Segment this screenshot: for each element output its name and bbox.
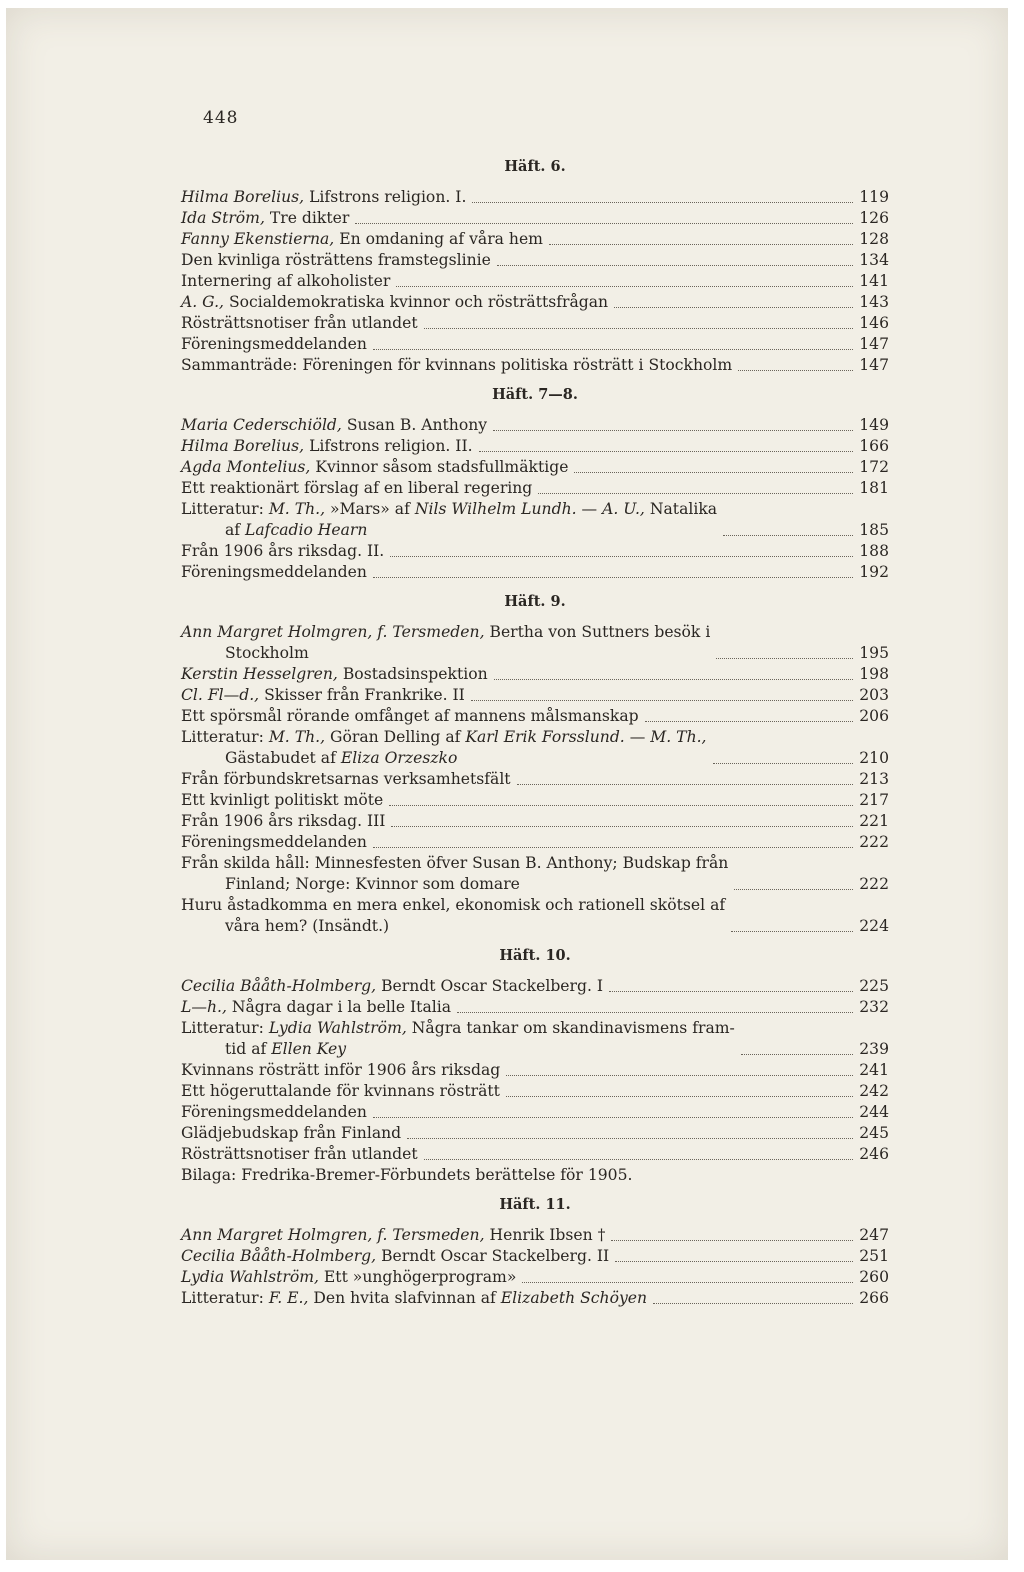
entry-title (181, 292, 608, 313)
dot-leader (731, 931, 853, 932)
entry-text: Internering af alkoholister (181, 272, 391, 290)
issue-heading: Häft. 6. (504, 158, 566, 175)
dot-leader (713, 763, 854, 764)
entry-text: Rösträttsnotiser från utlandet (181, 314, 418, 332)
entry-title (181, 997, 451, 1018)
entry-title (181, 313, 418, 334)
entry-text: Susan B. Anthony (341, 416, 488, 434)
toc-entry (181, 1060, 889, 1081)
entry-text: Litteratur: (181, 728, 269, 746)
entry-title (181, 790, 383, 811)
entry-title (181, 457, 568, 478)
author-name: Ann Margret Holmgren, f. Tersmeden, (181, 1226, 485, 1244)
entry-title (181, 1060, 500, 1081)
entry-title (181, 727, 707, 769)
author-name: Elizabeth Schöyen (500, 1289, 648, 1307)
entry-text: Ett högeruttalande för kvinnans rösträtt (181, 1082, 500, 1100)
entry-page-number: 225 (859, 977, 889, 995)
entry-title (181, 250, 491, 271)
toc-entry (181, 622, 889, 664)
entry-text: Socialdemokratiska kvinnor och rösträttsfrågan (224, 293, 609, 311)
toc-entry (181, 415, 889, 436)
entry-title (181, 769, 511, 790)
issue-section (181, 156, 889, 376)
toc-entry (181, 313, 889, 334)
toc-entry (181, 1144, 889, 1165)
entry-page-number: 206 (859, 707, 889, 725)
toc-entry (181, 811, 889, 832)
entry-title (181, 415, 487, 436)
author-name: Cl. Fl—d., (181, 686, 260, 704)
toc-entry (181, 1288, 889, 1309)
entry-text: Berndt Oscar Stackelberg. I (376, 977, 604, 995)
toc-entry (181, 355, 889, 376)
issue-heading: Häft. 11. (499, 1196, 571, 1213)
issue-section (181, 945, 889, 1186)
issue-heading: Häft. 7—8. (492, 386, 578, 403)
toc-entry (181, 727, 889, 769)
entry-title (181, 685, 465, 706)
entry-title (181, 229, 543, 250)
entry-text: Litteratur: (181, 1289, 269, 1307)
issue-heading: Häft. 10. (499, 947, 571, 964)
entry-text: Från skilda håll: Minnesfesten öfver Susan B. Anthony; Budskap från (181, 854, 729, 872)
entry-text: Göran Delling af (325, 728, 466, 746)
toc-entry (181, 478, 889, 499)
toc-entry (181, 457, 889, 478)
entry-continuation (181, 520, 717, 541)
entry-text: Bilaga: Fredrika-Bremer-Förbundets berättelse för 1905. (181, 1166, 633, 1184)
dot-leader (471, 700, 853, 701)
entry-text: Kvinnor såsom stadsfullmäktige (310, 458, 569, 476)
entry-page-number: 119 (859, 188, 889, 206)
entry-text: Henrik Ibsen † (484, 1226, 606, 1244)
entry-text: Kvinnans rösträtt inför 1906 års riksdag (181, 1061, 501, 1079)
dot-leader (517, 784, 854, 785)
author-name: Cecilia Bååth-Holmberg, (181, 1247, 377, 1265)
dot-leader (424, 1159, 854, 1160)
entry-text: Lifstrons religion. II. (304, 437, 473, 455)
dot-leader (373, 349, 853, 350)
entry-title (181, 436, 473, 457)
toc-entry (181, 832, 889, 853)
issue-heading: Häft. 9. (504, 593, 566, 610)
issue-section (181, 1194, 889, 1309)
dot-leader (611, 1240, 853, 1241)
entry-text: — (576, 500, 603, 518)
entry-title (181, 976, 603, 997)
toc-entry (181, 685, 889, 706)
entry-text: Lifstrons religion. I. (304, 188, 467, 206)
dot-leader (506, 1096, 853, 1097)
entry-title (181, 832, 367, 853)
author-name: Lafcadio Hearn (245, 521, 368, 539)
entry-page-number: 221 (859, 812, 889, 830)
dot-leader (373, 1117, 853, 1118)
dot-leader (391, 826, 853, 827)
entry-page-number: 143 (859, 293, 889, 311)
entry-text: Berndt Oscar Stackelberg. II (376, 1247, 610, 1265)
entry-page-number: 185 (859, 521, 889, 539)
entry-page-number: 128 (859, 230, 889, 248)
entry-text: Tre dikter (264, 209, 350, 227)
dot-leader (373, 847, 853, 848)
dot-leader (355, 223, 853, 224)
toc-entry (181, 997, 889, 1018)
page-number: 448 (203, 108, 239, 128)
document-page (6, 8, 1008, 1560)
entry-page-number: 251 (859, 1247, 889, 1265)
entry-title (181, 1165, 889, 1186)
entry-page-number: 147 (859, 356, 889, 374)
toc-entry (181, 292, 889, 313)
entry-title (181, 562, 367, 583)
toc-entry (181, 1018, 889, 1060)
entry-title (181, 1018, 735, 1060)
author-name: Fanny Ekenstierna, (181, 230, 335, 248)
dot-leader (457, 1012, 853, 1013)
toc-entry (181, 1225, 889, 1246)
entry-text: Ett kvinligt politiskt möte (181, 791, 384, 809)
dot-leader (653, 1303, 853, 1304)
toc-entry (181, 976, 889, 997)
toc-entry (181, 769, 889, 790)
author-name: M. Th., (268, 500, 326, 518)
entry-text: Sammanträde: Föreningen för kvinnans politiska rösträtt i Stockholm (181, 356, 733, 374)
entry-continuation (181, 1039, 735, 1060)
entry-title (181, 499, 717, 541)
entry-text: Litteratur: (181, 1019, 269, 1037)
author-name: A. G., (181, 293, 224, 311)
entry-page-number: 217 (859, 791, 889, 809)
entry-title (181, 853, 728, 895)
entry-text: En omdaning af våra hem (334, 230, 543, 248)
issue-section (181, 591, 889, 937)
toc-entry (181, 271, 889, 292)
entry-title (181, 208, 349, 229)
entry-page-number: 126 (859, 209, 889, 227)
entry-text: Föreningsmeddelanden (181, 833, 367, 851)
author-name: M. Th., (650, 728, 707, 746)
entry-text: våra hem? (Insändt.) (225, 917, 390, 935)
dot-leader (609, 991, 853, 992)
toc-entry (181, 1081, 889, 1102)
entry-continuation (181, 643, 710, 664)
dot-leader (741, 1054, 853, 1055)
author-name: F. E., (268, 1289, 309, 1307)
entry-page-number: 260 (859, 1268, 889, 1286)
author-name: Ann Margret Holmgren, f. Tersmeden, (181, 623, 485, 641)
entry-title (181, 1123, 401, 1144)
entry-text: Stockholm (225, 644, 309, 662)
dot-leader (522, 1282, 853, 1283)
toc-entry (181, 1102, 889, 1123)
entry-text: af (225, 521, 246, 539)
entry-text: Från 1906 års riksdag. III (181, 812, 386, 830)
toc-entry (181, 853, 889, 895)
entry-page-number: 210 (859, 749, 889, 767)
entry-page-number: 222 (859, 833, 889, 851)
entry-page-number: 181 (859, 479, 889, 497)
entry-continuation (181, 748, 707, 769)
author-name: Lydia Wahlström, (268, 1019, 407, 1037)
author-name: Karl Erik Forsslund. (465, 728, 625, 746)
entry-title (181, 271, 390, 292)
entry-page-number: 246 (859, 1145, 889, 1163)
issue-section (181, 384, 889, 583)
toc-entry (181, 1267, 889, 1288)
toc-entry (181, 229, 889, 250)
entry-text: Föreningsmeddelanden (181, 1103, 367, 1121)
toc-entry (181, 1165, 889, 1186)
entry-text: Glädjebudskap från Finland (181, 1124, 402, 1142)
dot-leader (390, 556, 853, 557)
entry-title (181, 478, 532, 499)
entry-page-number: 239 (859, 1040, 889, 1058)
entry-page-number: 134 (859, 251, 889, 269)
entry-title (181, 187, 466, 208)
entry-page-number: 195 (859, 644, 889, 662)
entry-page-number: 192 (859, 563, 889, 581)
toc-entry (181, 334, 889, 355)
author-name: Ellen Key (271, 1040, 347, 1058)
entry-page-number: 146 (859, 314, 889, 332)
dot-leader (396, 286, 853, 287)
entry-text: Några dagar i la belle Italia (226, 998, 452, 1016)
dot-leader (615, 1261, 853, 1262)
author-name: Lydia Wahlström, (181, 1268, 319, 1286)
entry-text: Föreningsmeddelanden (181, 563, 367, 581)
entry-title (181, 811, 385, 832)
table-of-contents (181, 148, 889, 1315)
author-name: Ida Ström, (181, 209, 265, 227)
entry-text: Bostadsinspektion (337, 665, 488, 683)
entry-page-number: 242 (859, 1082, 889, 1100)
entry-text: »Mars» af (325, 500, 415, 518)
author-name: Maria Cederschiöld, (181, 416, 342, 434)
entry-title (181, 1081, 500, 1102)
entry-title (181, 706, 639, 727)
dot-leader (506, 1075, 853, 1076)
entry-continuation (181, 916, 725, 937)
dot-leader (373, 577, 853, 578)
entry-page-number: 232 (859, 998, 889, 1016)
entry-page-number: 172 (859, 458, 889, 476)
dot-leader (493, 430, 853, 431)
dot-leader (494, 679, 854, 680)
dot-leader (472, 202, 853, 203)
dot-leader (497, 265, 853, 266)
author-name: M. Th., (268, 728, 326, 746)
dot-leader (723, 535, 853, 536)
author-name: Eliza Orzeszko (340, 749, 458, 767)
dot-leader (614, 307, 853, 308)
entry-text: Några tankar om skandinavismens fram- (406, 1019, 735, 1037)
entry-page-number: 141 (859, 272, 889, 290)
entry-text: Gästabudet af (225, 749, 341, 767)
entry-text: Huru åstadkomma en mera enkel, ekonomisk och rationell skötsel af (181, 896, 726, 914)
dot-leader (538, 493, 853, 494)
toc-entry (181, 1246, 889, 1267)
dot-leader (574, 472, 853, 473)
entry-title (181, 1288, 647, 1309)
dot-leader (734, 889, 853, 890)
author-name: Nils Wilhelm Lundh. (414, 500, 577, 518)
dot-leader (389, 805, 853, 806)
entry-title (181, 1246, 609, 1267)
entry-title (181, 1144, 418, 1165)
author-name: Hilma Borelius, (181, 188, 305, 206)
entry-text: Rösträttsnotiser från utlandet (181, 1145, 418, 1163)
entry-page-number: 266 (859, 1289, 889, 1307)
author-name: L—h., (181, 998, 227, 1016)
entry-text: tid af (225, 1040, 272, 1058)
dot-leader (407, 1138, 853, 1139)
entry-page-number: 198 (859, 665, 889, 683)
entry-page-number: 149 (859, 416, 889, 434)
entry-page-number: 224 (859, 917, 889, 935)
dot-leader (424, 328, 854, 329)
author-name: Kerstin Hesselgren, (181, 665, 338, 683)
entry-title (181, 1225, 605, 1246)
toc-entry (181, 541, 889, 562)
entry-text: — (624, 728, 651, 746)
entry-title (181, 895, 725, 937)
entry-title (181, 1102, 367, 1123)
entry-text: Finland; Norge: Kvinnor som domare (225, 875, 520, 893)
dot-leader (738, 370, 853, 371)
entry-page-number: 247 (859, 1226, 889, 1244)
toc-entry (181, 706, 889, 727)
entry-title (181, 1267, 516, 1288)
entry-continuation (181, 874, 728, 895)
entry-text: Från förbundskretsarnas verksamhetsfält (181, 770, 511, 788)
entry-text: Bertha von Suttners besök i (484, 623, 711, 641)
author-name: Agda Montelius, (181, 458, 311, 476)
entry-title (181, 355, 732, 376)
entry-page-number: 203 (859, 686, 889, 704)
entry-text: Litteratur: (181, 500, 269, 518)
toc-entry (181, 436, 889, 457)
author-name: A. U., (602, 500, 645, 518)
toc-entry (181, 790, 889, 811)
entry-title (181, 541, 384, 562)
entry-page-number: 222 (859, 875, 889, 893)
toc-entry (181, 1123, 889, 1144)
entry-text: Från 1906 års riksdag. II. (181, 542, 385, 560)
toc-entry (181, 208, 889, 229)
entry-text: Ett reaktionärt förslag af en liberal regering (181, 479, 533, 497)
entry-page-number: 213 (859, 770, 889, 788)
entry-page-number: 241 (859, 1061, 889, 1079)
toc-entry (181, 187, 889, 208)
dot-leader (479, 451, 854, 452)
dot-leader (716, 658, 853, 659)
entry-text: Ett spörsmål rörande omfånget af mannens målsmanskap (181, 707, 639, 725)
toc-entry (181, 664, 889, 685)
entry-text: Föreningsmeddelanden (181, 335, 367, 353)
entry-title (181, 622, 710, 664)
entry-title (181, 664, 488, 685)
entry-page-number: 244 (859, 1103, 889, 1121)
entry-text: Den kvinliga rösträttens framstegslinie (181, 251, 491, 269)
entry-page-number: 147 (859, 335, 889, 353)
entry-title (181, 334, 367, 355)
entry-page-number: 245 (859, 1124, 889, 1142)
toc-entry (181, 250, 889, 271)
entry-page-number: 166 (859, 437, 889, 455)
toc-entry (181, 499, 889, 541)
dot-leader (549, 244, 853, 245)
entry-text: Ett »unghögerprogram» (318, 1268, 517, 1286)
entry-text: Den hvita slafvinnan af (308, 1289, 501, 1307)
entry-text: Skisser från Frankrike. II (259, 686, 465, 704)
author-name: Cecilia Bååth-Holmberg, (181, 977, 377, 995)
author-name: Hilma Borelius, (181, 437, 305, 455)
entry-text: Natalika (644, 500, 718, 518)
toc-entry (181, 562, 889, 583)
toc-entry (181, 895, 889, 937)
entry-page-number: 188 (859, 542, 889, 560)
dot-leader (645, 721, 854, 722)
